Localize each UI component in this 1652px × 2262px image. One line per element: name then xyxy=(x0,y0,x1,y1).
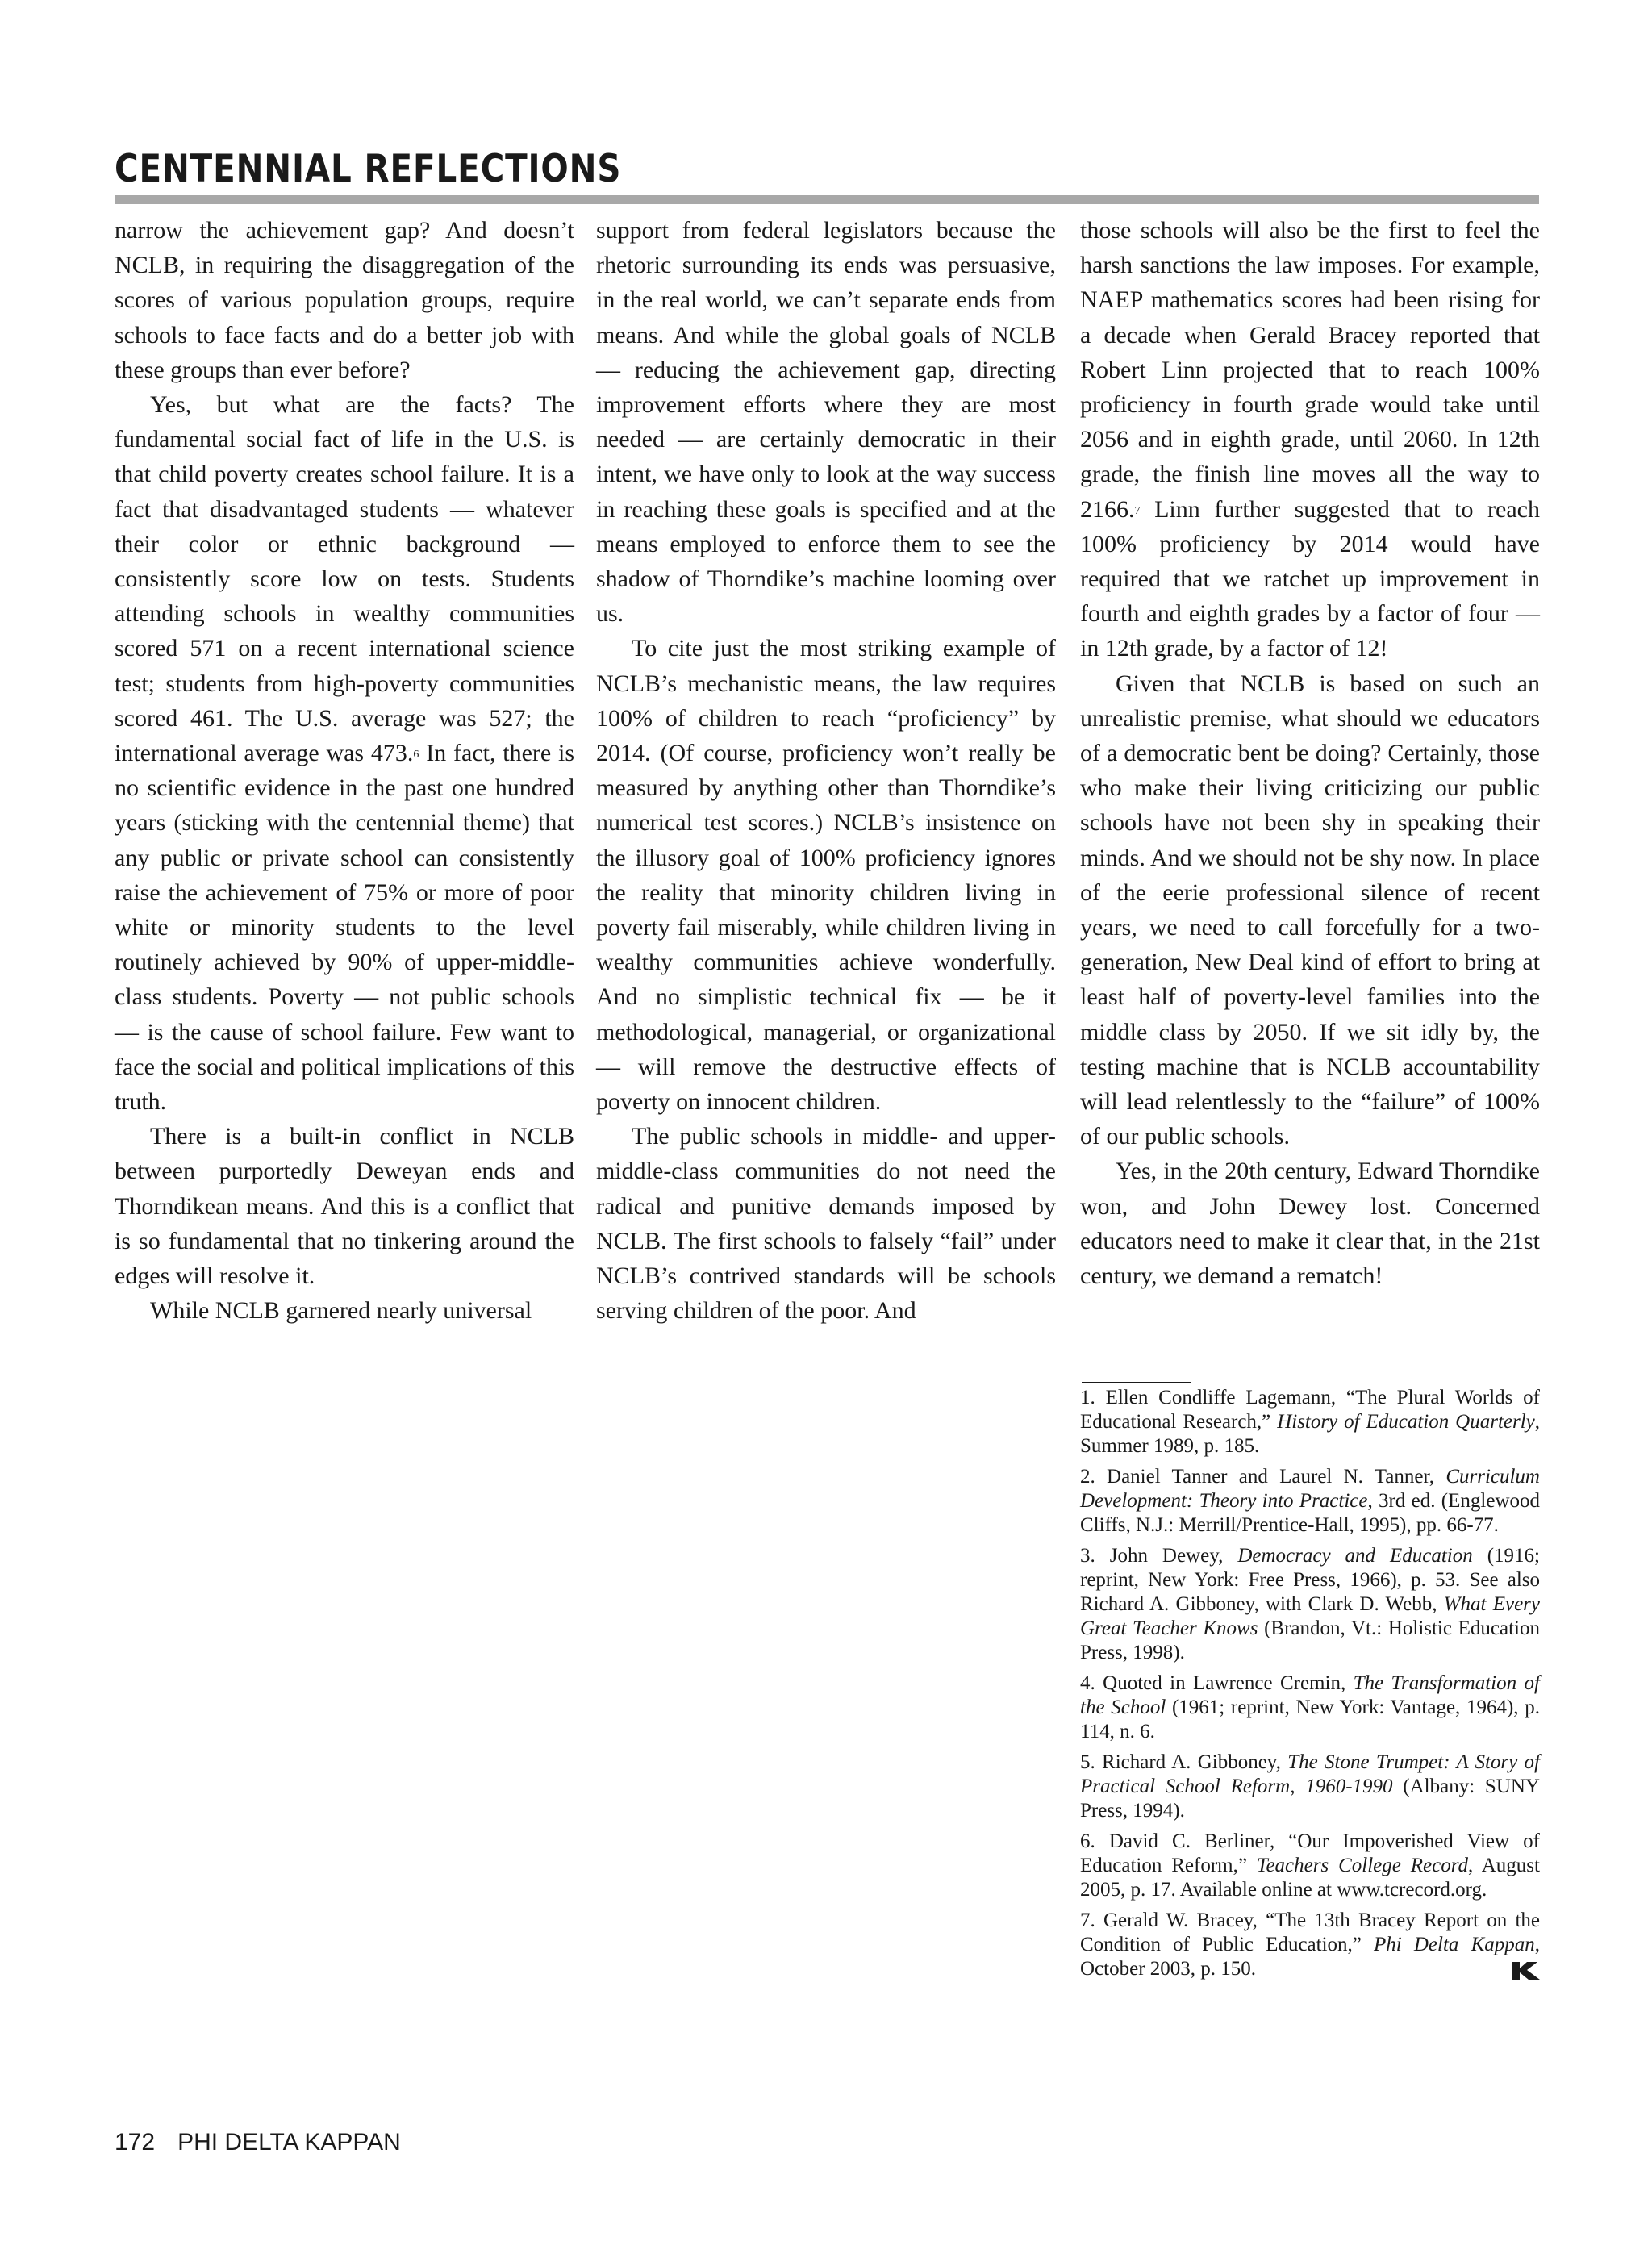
kappan-end-mark-icon xyxy=(1512,1962,1540,1980)
footnote-rule xyxy=(1082,1382,1191,1383)
footnote-ref: 7 xyxy=(1134,504,1141,517)
paragraph: Yes, in the 20th century, Edward Thorndike won, and John Dewey lost. Concerned educators need to make it clear that, in the 21st century, we demand a rematch! xyxy=(1080,1158,1540,1290)
footnote-2: 2. Daniel Tanner and Laurel N. Tanner, Curriculum Development: Theory into Practice, 3rd ed. (Englewood Cliffs, N.J.: Merrill/Prentice-Hall, 1995), pp. 66-77. xyxy=(1080,1466,1540,1536)
footnote-ref: 6 xyxy=(413,749,419,762)
section-title: CENTENNIAL REFLECTIONS xyxy=(115,147,622,191)
header-rule xyxy=(115,195,1539,204)
article-column-1 xyxy=(115,213,574,1329)
paragraph: The public schools in middle- and upper-middle-class communities do not need the radical and punitive demands imposed by NCLB. The first schools to falsely “fail” under NCLB’s contrived standards will be schools serving children of the poor. And xyxy=(596,1123,1056,1325)
footnotes xyxy=(1080,1386,1540,1981)
article-column-3 xyxy=(1080,213,1540,1293)
footnote-3: 3. John Dewey, Democracy and Education (1916; reprint, New York: Free Press, 1966), p. 53. See also Richard A. Gibboney, with Clark D. Webb, What Every Great Teacher Knows (Brandon, Vt.: Holistic Education Press, 1998). xyxy=(1080,1545,1541,1663)
publication-name: PHI DELTA KAPPAN xyxy=(177,2129,401,2156)
page-folio xyxy=(115,2129,401,2156)
paragraph: To cite just the most striking example of NCLB’s mechanistic means, the law requires 100% of children to reach “proficiency” by 2014. (Of course, proficiency won’t really be measured by anything other than Thorndike’s numerical test scores.) NCLB’s insistence on the illusory goal of 100% proficiency ignores the reality that minority children living in poverty fail miserably, while children living in wealthy communities achieve wonderfully. And no simplistic technical fix — be it methodological, managerial, or organizational — will remove the destructive effects of poverty on innocent children. xyxy=(596,635,1056,1116)
footnote-1: 1. Ellen Condliffe Lagemann, “The Plural Worlds of Educational Research,” History of Education Quarterly, Summer 1989, p. 185. xyxy=(1080,1387,1541,1457)
paragraph: narrow the achievement gap? And doesn’t NCLB, in requiring the disaggregation of the scores of various population groups, require schools to face facts and do a better job with these groups than ever before? xyxy=(115,217,574,383)
footnote-6: 6. David C. Berliner, “Our Impoverished View of Education Reform,” Teachers College Record, August 2005, p. 17. Available online at www.tcrecord.org. xyxy=(1080,1830,1540,1901)
article-column-2 xyxy=(596,213,1056,1329)
paragraph: support from federal legislators because the rhetoric surrounding its ends was persuasive, in the real world, we can’t separate ends from means. And while the global goals of NCLB — reducing the achievement gap, directing improvement efforts where they are most needed — are certainly democratic in their intent, we have only to look at the way success in reaching these goals is specified and at the means employed to enforce them to see the shadow of Thorndike’s machine looming over us. xyxy=(596,217,1056,628)
page-number: 172 xyxy=(115,2129,156,2156)
paragraph: those schools will also be the first to feel the harsh sanctions the law imposes. For example, NAEP mathematics scores had been rising for a decade when Gerald Bracey reported that Robert Linn projected that to reach 100% proficiency in fourth grade would take until 2056 and in eighth grade, until 2060. In 12th grade, the finish line moves all the way to 2166.$^7$ Linn further suggested that to reach 100% proficiency by 2014 would have required that we ratchet up improvement in fourth and eighth grades by a factor of four — in 12th grade, by a factor of 12! xyxy=(1080,217,1540,662)
paragraph: There is a built-in conflict in NCLB between purportedly Deweyan ends and Thorndikean means. And this is a conflict that is so fundamental that no tinkering around the edges will resolve it. xyxy=(115,1123,574,1290)
footnote-5: 5. Richard A. Gibboney, The Stone Trumpet: A Story of Practical School Reform, 1960-1990 (Albany: SUNY Press, 1994). xyxy=(1080,1751,1540,1822)
footnote-7: 7. Gerald W. Bracey, “The 13th Bracey Report on the Condition of Public Education,” Phi Delta Kappan, October 2003, p. 150. xyxy=(1080,1909,1540,1980)
footnote-4: 4. Quoted in Lawrence Cremin, The Transformation of the School (1961; reprint, New York: Vantage, 1964), p. 114, n. 6. xyxy=(1080,1672,1540,1742)
paragraph: Given that NCLB is based on such an unrealistic premise, what should we educators of a democratic bent be doing? Certainly, those who make their living criticizing our public schools have not been shy in speaking their minds. And we should not be shy now. In place of the eerie professional silence of recent years, we need to call forcefully for a two-generation, New Deal kind of effort to bring at least half of poverty-level families into the middle class by 2050. If we sit idly by, the testing machine that is NCLB accountability will lead relentlessly to the “failure” of 100% of our public schools. xyxy=(1080,670,1540,1150)
paragraph: While NCLB garnered nearly universal xyxy=(150,1297,532,1325)
paragraph: Yes, but what are the facts? The fundamental social fact of life in the U.S. is that child poverty creates school failure. It is a fact that disadvantaged students — whatever their color or ethnic background — consistently score low on tests. Students attending schools in wealthy communities scored 571 on a recent international science test; students from high-poverty communities scored 461. The U.S. average was 527; the international average was 473.$^6$ In fact, there is no scientific evidence in the past one hundred years (sticking with the centennial theme) that any public or private school can consistently raise the achievement of 75% or more of poor white or minority students to the level routinely achieved by 90% of upper-middle-class students. Poverty — not public schools — is the cause of school failure. Few want to face the social and political implications of this truth. xyxy=(115,391,574,1116)
